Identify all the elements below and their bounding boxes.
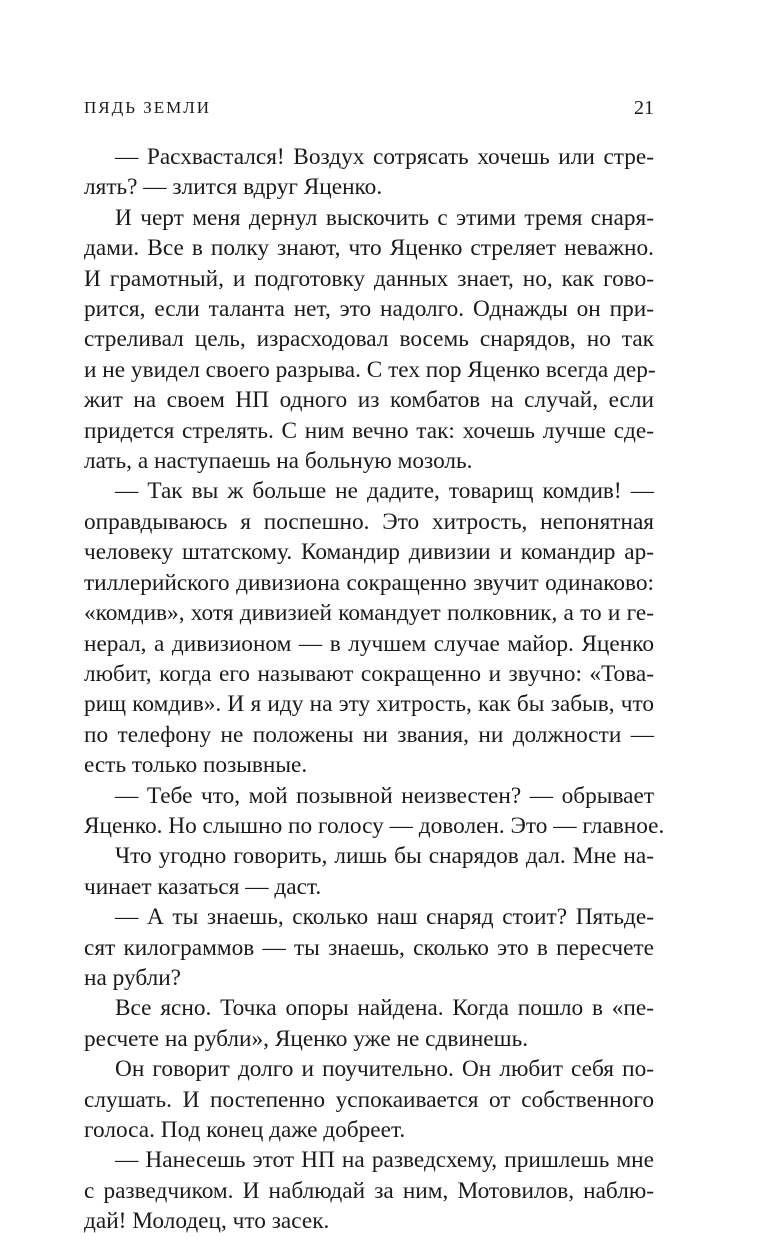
text-line: Все ясно. Точка опоры найдена. Когда пошло в «пе- [115, 995, 654, 1022]
text-line: «комдив», хотя дивизией командует полковник, а то и ге- [84, 600, 654, 627]
text-line: — А ты знаешь, сколько наш снаряд стоит? Пятьде- [115, 904, 654, 931]
text-line: голоса. Под конец даже добреет. [84, 1117, 406, 1143]
paragraph [84, 1145, 654, 1236]
paragraph [84, 142, 654, 203]
text-line: слушать. И постепенно успокаивается от собственного [84, 1086, 654, 1113]
text-line: на рубли? [84, 964, 182, 991]
text-line: И грамотный, и подготовку данных знает, но, как гово- [84, 265, 654, 292]
text-line: с разведчиком. И наблюдай за ним, Мотовилов, наблю- [84, 1177, 654, 1204]
text-line: жит на своем НП одного из комбатов на случай, если [84, 387, 654, 414]
text-line: рится, если таланта нет, это надолго. Однажды он при- [84, 296, 654, 323]
text-line: дами. Все в полку знают, что Яценко стреляет неважно. [84, 235, 654, 262]
text-line: сят килограммов — ты знаешь, сколько это в пересчете [84, 934, 654, 961]
text-line: чинает казаться — даст. [84, 873, 322, 900]
paragraph [84, 476, 654, 780]
page-number: 21 [634, 97, 654, 119]
text-line: и не увидел своего разрыва. С тех пор Яценко всегда дер- [84, 356, 656, 383]
text-line: — Расхвастался! Воздух сотрясать хочешь или стре- [115, 144, 654, 170]
text-line: — Тебе что, мой позывной неизвестен? — обрывает [115, 782, 654, 809]
text-line: придется стрелять. С ним вечно так: хочешь лучше сде- [84, 417, 654, 444]
text-body [84, 142, 665, 1237]
text-line: стреливал цель, израсходовал восемь снарядов, но так [84, 326, 654, 353]
text-line: — Так вы ж больше не дадите, товарищ комдив! — [115, 478, 654, 505]
paragraph [84, 902, 654, 993]
paragraph [84, 1054, 654, 1145]
paragraph [84, 841, 654, 902]
text-line: рищ комдив». И я иду на эту хитрость, как бы забыв, что [84, 691, 654, 718]
paragraph [84, 993, 654, 1054]
text-line: дай! Молодец, что засек. [84, 1208, 330, 1235]
paragraph [84, 203, 654, 477]
text-line: — Нанесешь этот НП на разведсхему, пришлешь мне [115, 1147, 654, 1174]
text-line: по телефону не положены ни звания, ни должности — [84, 721, 654, 748]
text-line: любит, когда его называют сокращенно и звучно: «Това- [84, 660, 654, 687]
page-header [84, 96, 654, 120]
text-line: оправдываюсь я поспешно. Это хитрость, непонятная [84, 508, 654, 535]
text-line: человеку штатскому. Командир дивизии и командир ар- [84, 539, 654, 566]
text-line: Что угодно говорить, лишь бы снарядов дал. Мне на- [115, 843, 654, 870]
text-line: тиллерийского дивизиона сокращенно звучит одинаково: [84, 569, 654, 596]
text-line: Он говорит долго и поучительно. Он любит себя по- [115, 1056, 654, 1083]
text-line: нерал, а дивизионом — в лучшем случае майор. Яценко [84, 630, 654, 657]
text-line: лять? — злится вдруг Яценко. [84, 174, 383, 201]
text-line: И черт меня дернул выскочить с этими тремя снаря- [115, 204, 654, 231]
paragraph [84, 781, 665, 842]
text-line: ресчете на рубли», Яценко уже не сдвинешь. [84, 1025, 529, 1052]
text-line: лать, а наступаешь на больную мозоль. [84, 448, 473, 475]
text-line: есть только позывные. [84, 752, 308, 779]
running-head: ПЯДЬ ЗЕМЛИ [84, 98, 212, 117]
text-line: Яценко. Но слышно по голосу — доволен. Это — главное. [84, 812, 665, 839]
